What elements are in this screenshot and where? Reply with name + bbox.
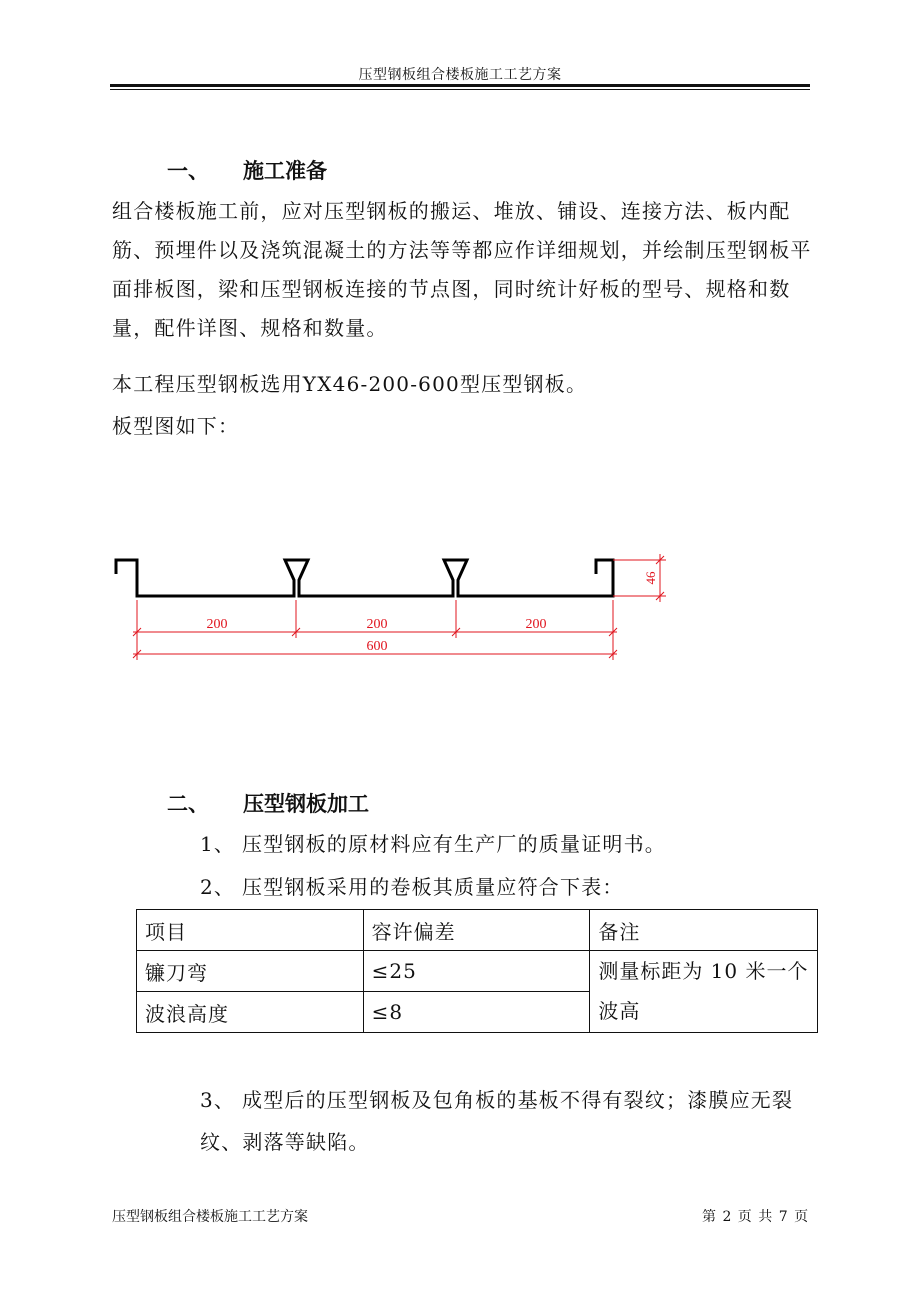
list-item-text: 压型钢板的原材料应有生产厂的质量证明书。 [242,832,666,856]
section1-title: 施工准备 [243,159,327,183]
coil-quality-table [136,909,818,1033]
deck-profile-outline [116,560,613,596]
model-line: 本工程压型钢板选用YX46-200-600型压型钢板。 [112,372,588,396]
section1-number: 一、 [167,159,209,183]
table-cell: ≤8 [363,992,590,1033]
list-item [200,871,624,900]
section1-heading [167,155,327,185]
dimension-span-label-3: 200 [525,617,547,632]
list-item [200,1084,793,1113]
table-remark-cell: 测量标距为 10 米一个波高 [590,951,818,1033]
list-item-text: 成型后的压型钢板及包角板的基板不得有裂纹；漆膜应无裂 [242,1088,794,1112]
list-item-continuation: 纹、剥落等缺陷。 [200,1130,370,1154]
section2-number: 二、 [167,792,209,816]
page-number: 第 2 页 共 7 页 [702,1209,809,1225]
dimension-span-label-1: 200 [206,617,228,632]
table-cell: 镰刀弯 [137,951,364,992]
header-rule-thick [110,84,810,87]
table-header-cell: 项目 [137,910,364,951]
table-cell: ≤25 [363,951,590,992]
page-footer-title: 压型钢板组合楼板施工工艺方案 [112,1209,308,1225]
figure-intro: 板型图如下： [112,414,240,438]
dimension-height-label: 46 [643,571,658,585]
section2-title: 压型钢板加工 [243,792,369,816]
section1-paragraph: 组合楼板施工前，应对压型钢板的搬运、堆放、铺设、连接方法、板内配筋、预埋件以及浇筑混凝土的方法等等都应作详细规划，并绘制压型钢板平面排板图，梁和压型钢板连接的节点图，同时统计好板的型号、规格和数量，配件详图、规格和数量。 [112,199,812,340]
steel-deck-profile-diagram [100,540,700,670]
table-cell: 波浪高度 [137,992,364,1033]
list-item-number: 3、 [200,1088,236,1112]
page-header-title: 压型钢板组合楼板施工工艺方案 [358,67,562,83]
list-item [200,828,666,857]
table-header-row [137,910,818,951]
dimension-lines [133,554,666,660]
section2-heading [167,788,369,818]
table-row [137,951,818,992]
list-item-number: 1、 [200,832,236,856]
dimension-total-label: 600 [366,639,388,654]
table-header-cell: 容许偏差 [363,910,590,951]
header-rule-thin [110,89,810,90]
list-item-number: 2、 [200,875,236,899]
dimension-span-label-2: 200 [366,617,388,632]
table-header-cell: 备注 [590,910,818,951]
list-item-text: 压型钢板采用的卷板其质量应符合下表： [242,875,624,899]
